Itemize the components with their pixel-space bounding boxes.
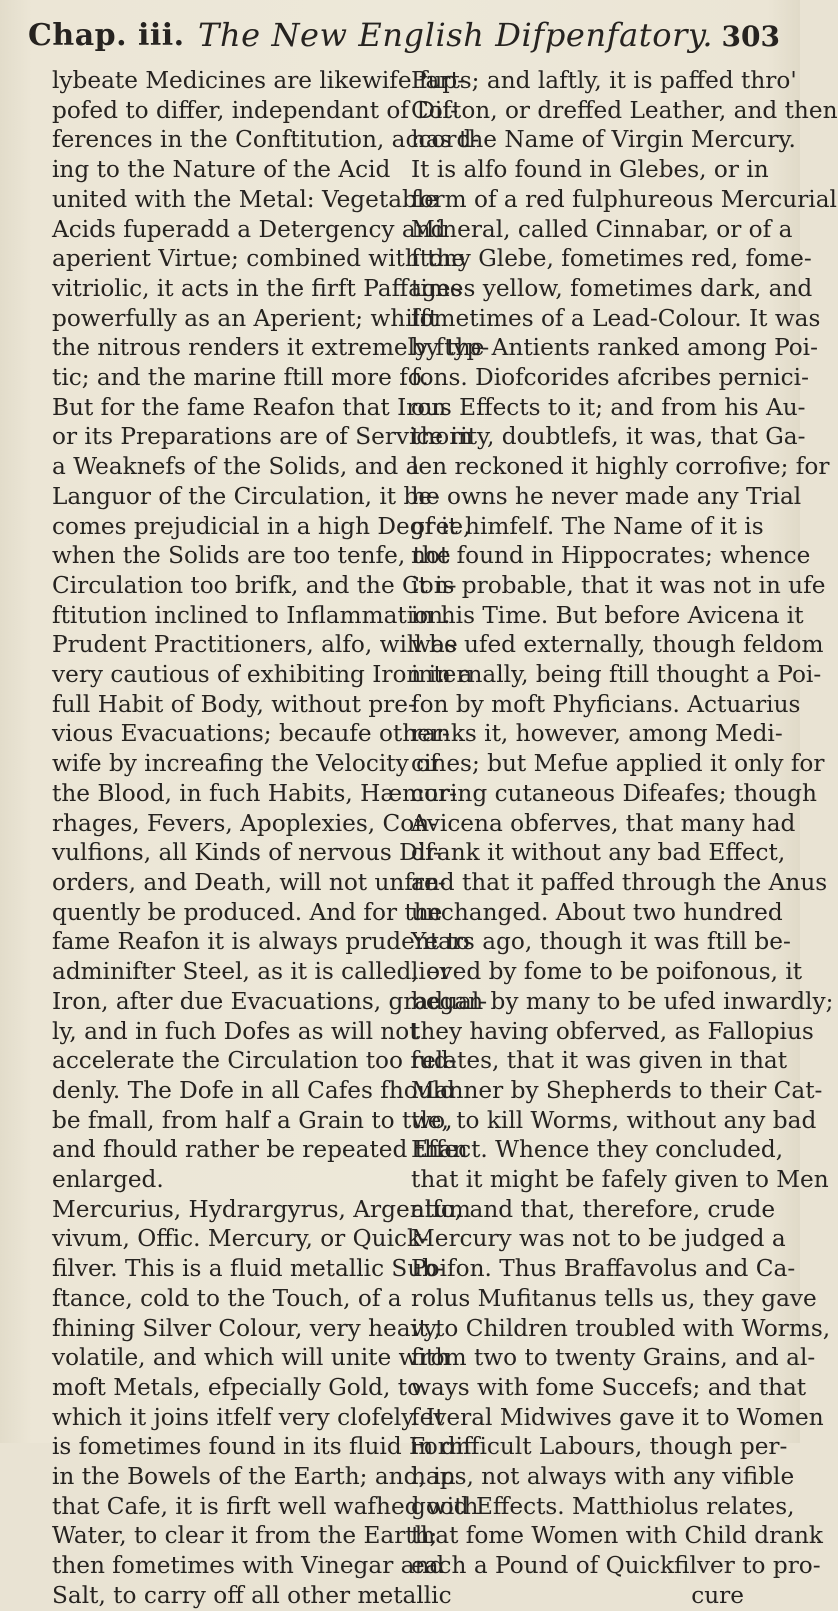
left-column-line: then fometimes with Vinegar and — [52, 1552, 445, 1580]
left-column-line: or its Preparations are of Service in — [52, 423, 473, 451]
left-column-line: Salt, to carry off all other metallic — [52, 1581, 452, 1609]
right-column-line: curing cutaneous Difeafes; though — [411, 779, 817, 807]
left-column-line: Water, to clear it from the Earth; — [52, 1522, 438, 1550]
left-column-line: orders, and Death, will not unfre- — [52, 868, 446, 896]
left-column-line: vivum, Offic. Mercury, or Quick- — [52, 1225, 429, 1253]
chapter-label: Chap. iii. — [28, 18, 185, 53]
left-column-line: denly. The Dofe in all Cafes fhould — [52, 1076, 455, 1104]
left-column-line: filver. This is a fluid metallic Sub- — [52, 1255, 445, 1283]
right-column-line: they having obferved, as Fallopius — [411, 1017, 814, 1045]
right-column-line: by the Antients ranked among Poi- — [411, 334, 818, 362]
right-column-line: good Effects. Matthiolus relates, — [411, 1492, 795, 1520]
right-column-line: ranks it, however, among Medi- — [411, 720, 783, 748]
right-column-line: Parts; and laftly, it is paffed thro' — [411, 67, 797, 94]
right-column-line: ways with fome Succefs; and that — [411, 1373, 807, 1401]
right-column-line: haps, not always with any vifible — [411, 1463, 795, 1491]
right-column-line: ous Effects to it; and from his Au- — [411, 393, 806, 421]
left-column-line: fhining Silver Colour, very heavy, — [52, 1314, 442, 1342]
right-column-line: fon by moft Phyficians. Actuarius — [411, 690, 801, 718]
running-title: The New English Difpenfatory. — [198, 16, 714, 54]
left-column-line: and fhould rather be repeated than — [52, 1136, 468, 1164]
left-column-line: a Weaknefs of the Solids, and a — [52, 453, 420, 481]
left-column-line: vious Evacuations; becaufe other- — [52, 720, 450, 748]
right-text-column — [411, 66, 838, 1611]
left-column-line: ly, and in fuch Dofes as will not — [52, 1017, 419, 1045]
right-column-line: fometimes of a Lead-Colour. It was — [411, 304, 821, 332]
left-column-line: ftitution inclined to Inflammation. — [52, 601, 451, 629]
right-column-line: alfo, and that, therefore, crude — [411, 1195, 776, 1223]
right-column-line: of it himfelf. The Name of it is — [411, 512, 764, 540]
left-column-line: lybeate Medicines are likewife fup- — [52, 67, 466, 94]
left-column-line: moft Metals, efpecially Gold, to — [52, 1373, 422, 1401]
right-column-line: times yellow, fometimes dark, and — [411, 274, 813, 302]
right-column-line: drank it without any bad Effect, — [411, 839, 786, 867]
left-column-line: which it joins itfelf very clofely. It — [52, 1403, 445, 1431]
right-column-line: It is alfo found in Glebes, or in — [411, 156, 769, 184]
left-column-line: Iron, after due Evacuations, gradual- — [52, 987, 488, 1015]
left-column-line: quently be produced. And for the — [52, 898, 443, 926]
right-column-line: Mineral, called Cinnabar, or of a — [411, 215, 793, 243]
left-column-line: in the Bowels of the Earth; and, in — [52, 1463, 456, 1491]
right-column-line: unchanged. About two hundred — [411, 898, 783, 926]
running-header — [28, 16, 780, 64]
left-column-line: Languor of the Circulation, it be- — [52, 482, 440, 510]
right-column-line: began by many to be ufed inwardly; — [411, 987, 834, 1015]
right-column-line: Years ago, though it was ftill be- — [411, 928, 791, 956]
right-column-line: Mercury was not to be judged a — [411, 1225, 786, 1253]
left-column-line: Circulation too brifk, and the Con- — [52, 571, 457, 599]
left-column-line: enlarged. — [52, 1166, 164, 1194]
left-column-line: Acids fuperadd a Detergency and — [52, 215, 446, 243]
right-column-line: in difficult Labours, though per- — [411, 1433, 788, 1461]
left-column-line: very cautious of exhibiting Iron in a — [52, 661, 473, 689]
right-column-line: form of a red fulphureous Mercurial — [411, 185, 837, 213]
right-column-line: and that it paffed through the Anus — [411, 868, 828, 896]
right-column-line: he owns he never made any Trial — [411, 482, 802, 510]
left-column-line: vitriolic, it acts in the firft Paffages — [52, 274, 463, 302]
right-column-line: was ufed externally, though feldom — [411, 631, 824, 659]
right-column-line: Effect. Whence they concluded, — [411, 1136, 784, 1164]
left-column-line: rhages, Fevers, Apoplexies, Con- — [52, 809, 437, 837]
right-column-line: Avicena obferves, that many had — [411, 809, 796, 837]
left-column-line: Mercurius, Hydrargyrus, Argentum — [52, 1195, 471, 1223]
left-column-line: united with the Metal: Vegetable — [52, 185, 439, 213]
page-number: 303 — [721, 20, 780, 53]
left-column-line: ing to the Nature of the Acid — [52, 156, 391, 184]
left-text-column — [52, 66, 490, 1611]
left-column-line: accelerate the Circulation too fud- — [52, 1047, 457, 1075]
right-column-line: internally, being ftill thought a Poi- — [411, 661, 822, 689]
right-column-line: it to Children troubled with Worms, — [411, 1314, 831, 1342]
left-column-line: pofed to differ, independant of Dif- — [52, 96, 458, 124]
left-column-line: fame Reafon it is always prudent to — [52, 928, 470, 956]
right-column-line: thority, doubtlefs, it was, that Ga- — [411, 423, 806, 451]
right-column-line: from two to twenty Grains, and al- — [411, 1344, 816, 1372]
right-column-line: len reckoned it highly corrofive; for — [411, 453, 830, 481]
right-column-line: it is probable, that it was not in ufe — [411, 571, 826, 599]
left-column-line: full Habit of Body, without pre- — [52, 690, 416, 718]
right-column-line: each a Pound of Quickfilver to pro- — [411, 1552, 821, 1580]
right-column-line: relates, that it was given in that — [411, 1047, 788, 1075]
left-column-line: ftance, cold to the Touch, of a — [52, 1284, 402, 1312]
right-column-line: has the Name of Virgin Mercury. — [411, 126, 796, 154]
right-column-line: rolus Mufitanus tells us, they gave — [411, 1284, 817, 1312]
left-column-line: when the Solids are too tenfe, the — [52, 542, 451, 570]
right-column-line: lieved by fome to be poifonous, it — [411, 958, 803, 986]
left-column-line: wife by increafing the Velocity of — [52, 750, 439, 778]
right-column-line: tle, to kill Worms, without any bad — [411, 1106, 817, 1134]
right-column-line: feveral Midwives gave it to Women — [411, 1403, 824, 1431]
right-column-line: Manner by Shepherds to their Cat- — [411, 1076, 823, 1104]
left-column-line: aperient Virtue; combined with the — [52, 245, 466, 273]
left-column-line: comes prejudicial in a high Degree, — [52, 512, 471, 540]
left-column-line: powerfully as an Aperient; whilft — [52, 304, 438, 332]
left-column-line: volatile, and which will unite with — [52, 1344, 451, 1372]
right-column-line: that it might be fafely given to Men — [411, 1166, 829, 1194]
left-column-line: Prudent Practitioners, alfo, will be — [52, 631, 458, 659]
left-column-line: ferences in the Conftitution, accord- — [52, 126, 480, 154]
left-column-line: be fmall, from half a Grain to two, — [52, 1106, 453, 1134]
left-column-line: adminifter Steel, as it is called, or — [52, 958, 452, 986]
left-column-line: the nitrous renders it extremely ftyp- — [52, 334, 490, 362]
left-column-line: is fometimes found in its fluid Form — [52, 1433, 471, 1461]
left-column-line: But for the fame Reafon that Iron — [52, 393, 447, 421]
right-column-line: in his Time. But before Avicena it — [411, 601, 804, 629]
left-column-line: vulfions, all Kinds of nervous Dif- — [52, 839, 441, 867]
right-column-line: that fome Women with Child drank — [411, 1522, 823, 1550]
catchword: cure — [691, 1581, 744, 1609]
right-column-line: fons. Diofcorides afcribes pernici- — [411, 364, 809, 392]
right-column-line: Poifon. Thus Braffavolus and Ca- — [411, 1255, 796, 1283]
right-column-line: ftony Glebe, fometimes red, fome- — [411, 245, 812, 273]
right-column-line: Cotton, or dreffed Leather, and then — [411, 96, 838, 124]
right-column-line: cines; but Mefue applied it only for — [411, 750, 825, 778]
left-column-line: that Cafe, it is firft well wafhed with — [52, 1492, 479, 1520]
left-column-line: the Blood, in fuch Habits, Hæmor- — [52, 779, 457, 807]
left-column-line: tic; and the marine ftill more fo. — [52, 364, 429, 392]
right-column-line: not found in Hippocrates; whence — [411, 542, 811, 570]
